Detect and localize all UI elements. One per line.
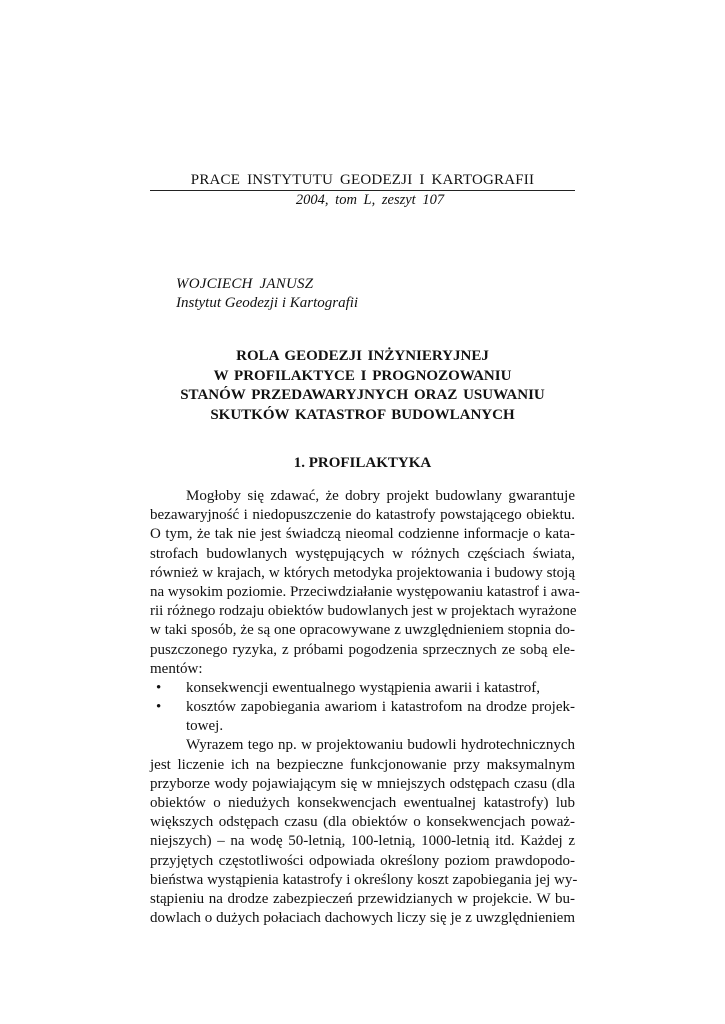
author-block xyxy=(176,275,358,313)
paragraph-line: w taki sposób, że są one opracowywane z uwzględnieniem stopnia do- xyxy=(150,622,575,639)
bullet-item xyxy=(150,698,575,717)
paragraph-line: przyjętych częstotliwości odpowiada określony poziom prawdopodo- xyxy=(150,852,575,869)
paragraph-line: mentów: xyxy=(150,660,203,677)
title-line: STANÓW PRZEDAWARYJNYCH ORAZ USUWANIU xyxy=(180,387,545,403)
paragraph-line: rii różnego rodzaju obiektów budowlanych jest w projektach wyrażone xyxy=(150,603,577,620)
section-heading: 1. PROFILAKTYKA xyxy=(293,455,432,471)
bullet-icon: • xyxy=(156,679,162,696)
paragraph-line: jest liczenie ich na bezpieczne funkcjonowanie przy maksymalnym xyxy=(150,756,575,773)
title-line: ROLA GEODEZJI INŻYNIERYJNEJ xyxy=(236,348,489,364)
author-affiliation: Instytut Geodezji i Kartografii xyxy=(176,295,359,311)
author-name: WOJCIECH JANUSZ xyxy=(176,276,314,292)
paragraph-line: obiektów o niedużych konsekwencjach ewentualnej katastrofy) lub xyxy=(150,795,575,811)
journal-running-head: PRACE INSTYTUTU GEODEZJI I KARTOGRAFII xyxy=(150,172,575,191)
paragraph-line: O tym, że tak nie jest świadczą nieomal codzienne informacje o kata- xyxy=(150,526,575,543)
bullet-icon: • xyxy=(156,699,162,716)
paragraph-line: stąpieniu na drodze zabezpieczeń przewidzianych w projekcie. W bu- xyxy=(150,890,575,907)
paragraph-line: Wyrazem tego np. w projektowaniu budowli hydrotechnicznych xyxy=(186,737,575,754)
paragraph-line: bezawaryjność i niedopuszczenie do katastrofy powstającego obiektu. xyxy=(150,507,575,524)
paragraph-line: bieństwa wystąpienia katastrofy i określony koszt zapobiegania jej wy- xyxy=(150,871,578,888)
bullet-text: kosztów zapobiegania awariom i katastrofom na drodze projek- xyxy=(186,699,575,716)
bullet-item xyxy=(150,679,575,698)
body-text xyxy=(150,487,580,928)
bullet-text-continuation: towej. xyxy=(186,718,224,735)
paragraph-line: na wysokim poziomie. Przeciwdziałanie występowaniu katastrof i awa- xyxy=(150,583,580,600)
issue-info: 2004, tom L, zeszyt 107 xyxy=(295,192,445,208)
paragraph-line: Mogłoby się zdawać, że dobry projekt budowlany gwarantuje xyxy=(186,488,575,504)
title-line: SKUTKÓW KATASTROF BUDOWLANYCH xyxy=(210,406,515,423)
paragraph-line: puszczonego ryzyka, z próbami pogodzenia sprzecznych ze sobą ele- xyxy=(150,641,575,658)
article-title xyxy=(150,347,575,425)
paragraph-line: strofach budowlanych występujących w różnych częściach świata, xyxy=(150,545,575,562)
paragraph-line: większych odstępach czasu (dla obiektów o konsekwencjach poważ- xyxy=(150,814,575,831)
bullet-text: konsekwencji ewentualnego wystąpienia awarii i katastrof, xyxy=(186,679,541,696)
paragraph-line: również w krajach, w których metodyka projektowania i budowy stoją xyxy=(150,564,575,581)
paragraph-line: przyborze wody pojawiającym się w mniejszych odstępach czasu (dla xyxy=(150,775,575,792)
paragraph-line: niejszych) – na wodę 50-letnią, 100-letnią, 1000-letnią itd. Każdej z xyxy=(150,833,575,850)
paragraph-line: dowlach o dużych połaciach dachowych liczy się je z uwzględnieniem xyxy=(150,910,575,927)
title-line: W PROFILAKTYCE I PROGNOZOWANIU xyxy=(213,367,512,384)
